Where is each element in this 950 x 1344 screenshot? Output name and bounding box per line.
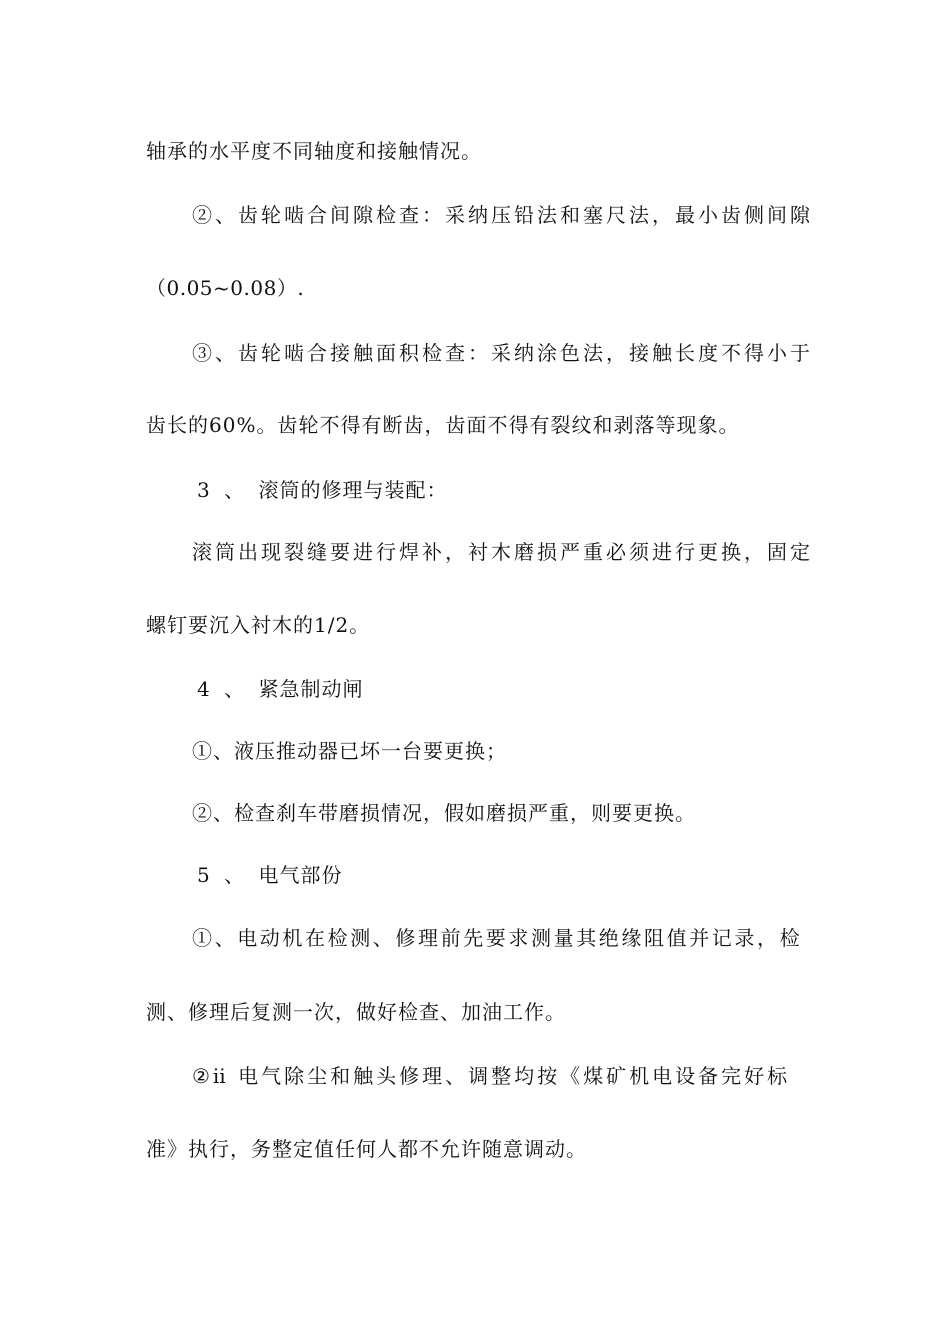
paragraph-line: 测、修理后复测一次，做好检查、加油工作。 — [146, 1000, 566, 1024]
paragraph-line: ②、齿轮啮合间隙检查：采纳压铅法和塞尺法，最小齿侧间隙 — [192, 203, 813, 227]
paragraph-line: 螺钉要沉入衬木的1/2。 — [146, 613, 371, 637]
paragraph-line: ②、检查刹车带磨损情况，假如磨损严重，则要更换。 — [192, 801, 696, 825]
paragraph-line: ①、液压推动器已坏一台要更换； — [192, 739, 507, 763]
section-heading: 3 、 滚筒的修理与装配： — [197, 478, 448, 502]
paragraph-line: 准》执行，务整定值任何人都不允许随意调动。 — [146, 1137, 587, 1161]
paragraph-line: ③、齿轮啮合接触面积检查：采纳涂色法，接触长度不得小于 — [192, 341, 813, 365]
section-heading: 4 、 紧急制动闸 — [197, 677, 364, 701]
paragraph-line: 滚筒出现裂缝要进行焊补，衬木磨损严重必须进行更换，固定 — [192, 540, 813, 564]
paragraph-line: （0.05~0.08）. — [146, 276, 305, 300]
section-heading: 5 、 电气部份 — [197, 863, 343, 887]
paragraph-line: ②ⅱ 电气除尘和触头修理、调整均按《煤矿机电设备完好标 — [192, 1064, 791, 1088]
paragraph-line: 齿长的60%。齿轮不得有断齿，齿面不得有裂纹和剥落等现象。 — [146, 413, 740, 437]
paragraph-line: 轴承的水平度不同轴度和接触情况。 — [146, 139, 482, 163]
paragraph-line: ①、电动机在检测、修理前先要求测量其绝缘阻值并记录，检 — [192, 926, 803, 950]
